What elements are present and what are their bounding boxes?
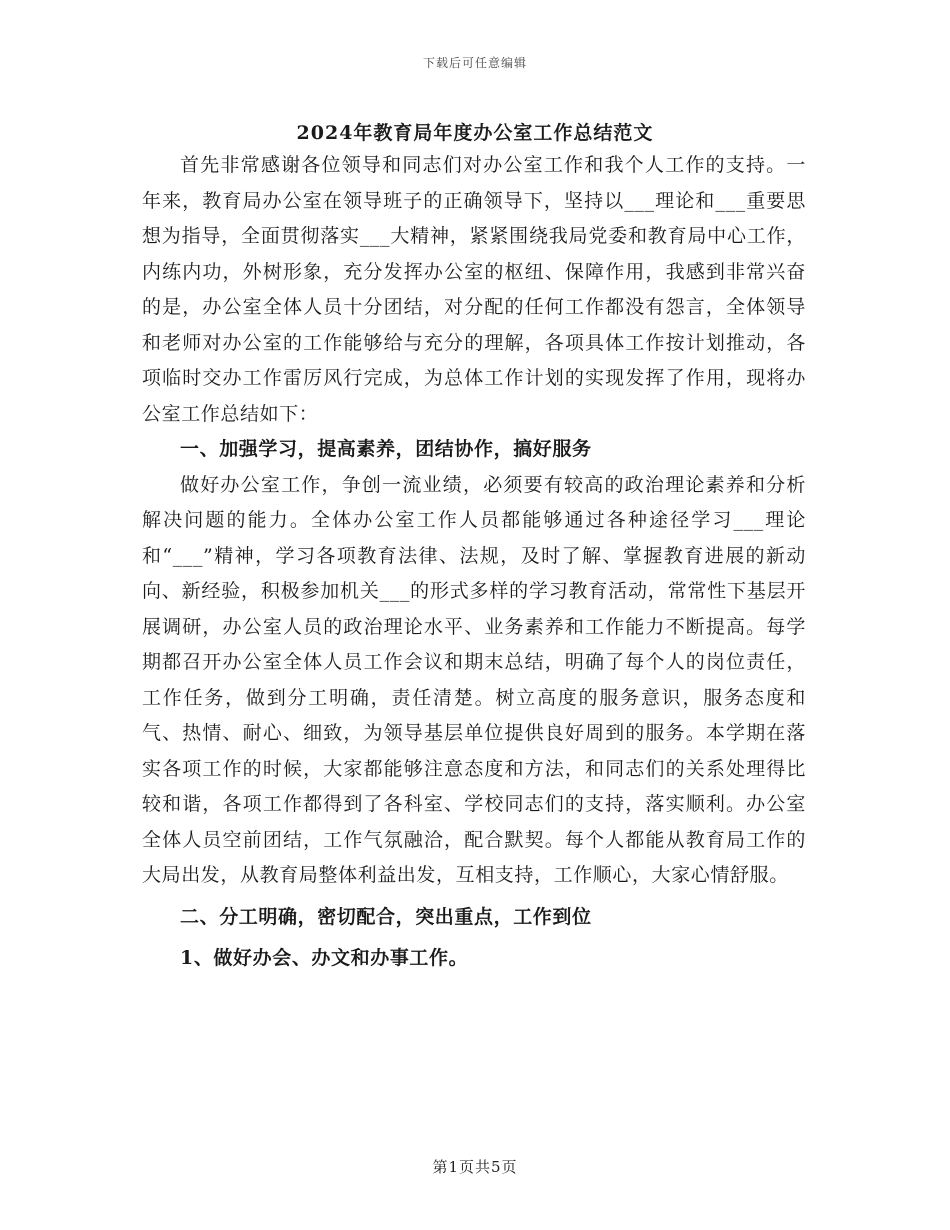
section-1-paragraph: 做好办公室工作，争创一流业绩，必须要有较高的政治理论素养和分析解决问题的能力。全体办公室工作人员都能够通过各种途径学习___理论和“___”精神，学习各项教育法律、法规，及时了解、掌握教育进展的新动向、新经验，积极参加机关___的形式多样的学习教育活动，常常性下基层开展调研，办公室人员的政治理论水平、业务素养和工作能力不断提高。每学期都召开办公室全体人员工作会议和期末总结，明确了每个人的岗位责任，工作任务，做到分工明确，责任清楚。树立高度的服务意识，服务态度和气、热情、耐心、细致，为领导基层单位提供良好周到的服务。本学期在落实各项工作的时候，大家都能够注意态度和方法，和同志们的关系处理得比较和谐，各项工作都得到了各科室、学校同志们的支持，落实顺利。办公室全体人员空前团结，工作气氛融洽，配合默契。每个人都能从教育局工作的大局出发，从教育局整体利益出发，互相支持，工作顺心，大家心情舒服。 bbox=[142, 473, 806, 886]
page-footer-number: 第1页共5页 bbox=[432, 1158, 518, 1176]
document-body bbox=[142, 148, 806, 977]
section-1-heading: 一、加强学习，提高素养，团结协作，搞好服务 bbox=[180, 438, 592, 460]
section-2-heading: 二、分工明确，密切配合，突出重点，工作到位 bbox=[180, 905, 592, 928]
page-header-note: 下载后可任意编辑 bbox=[422, 56, 527, 70]
document-title: 2024年教育局年度办公室工作总结范文 bbox=[296, 122, 654, 144]
section-2-subheading-1: 1、做好办会、办文和办事工作。 bbox=[180, 947, 469, 969]
intro-paragraph: 首先非常感谢各位领导和同志们对办公室工作和我个人工作的支持。一年来，教育局办公室在领导班子的正确领导下，坚持以___理论和___重要思想为指导，全面贯彻落实___大精神，紧紧围绕我局党委和教育局中心工作，内练内功，外树形象，充分发挥办公室的枢纽、保障作用，我感到非常兴奋的是，办公室全体人员十分团结，对分配的任何工作都没有怨言，全体领导和老师对办公室的工作能够给与充分的理解，各项具体工作按计划推动，各项临时交办工作雷厉风行完成，为总体工作计划的实现发挥了作用，现将办公室工作总结如下： bbox=[142, 154, 806, 425]
